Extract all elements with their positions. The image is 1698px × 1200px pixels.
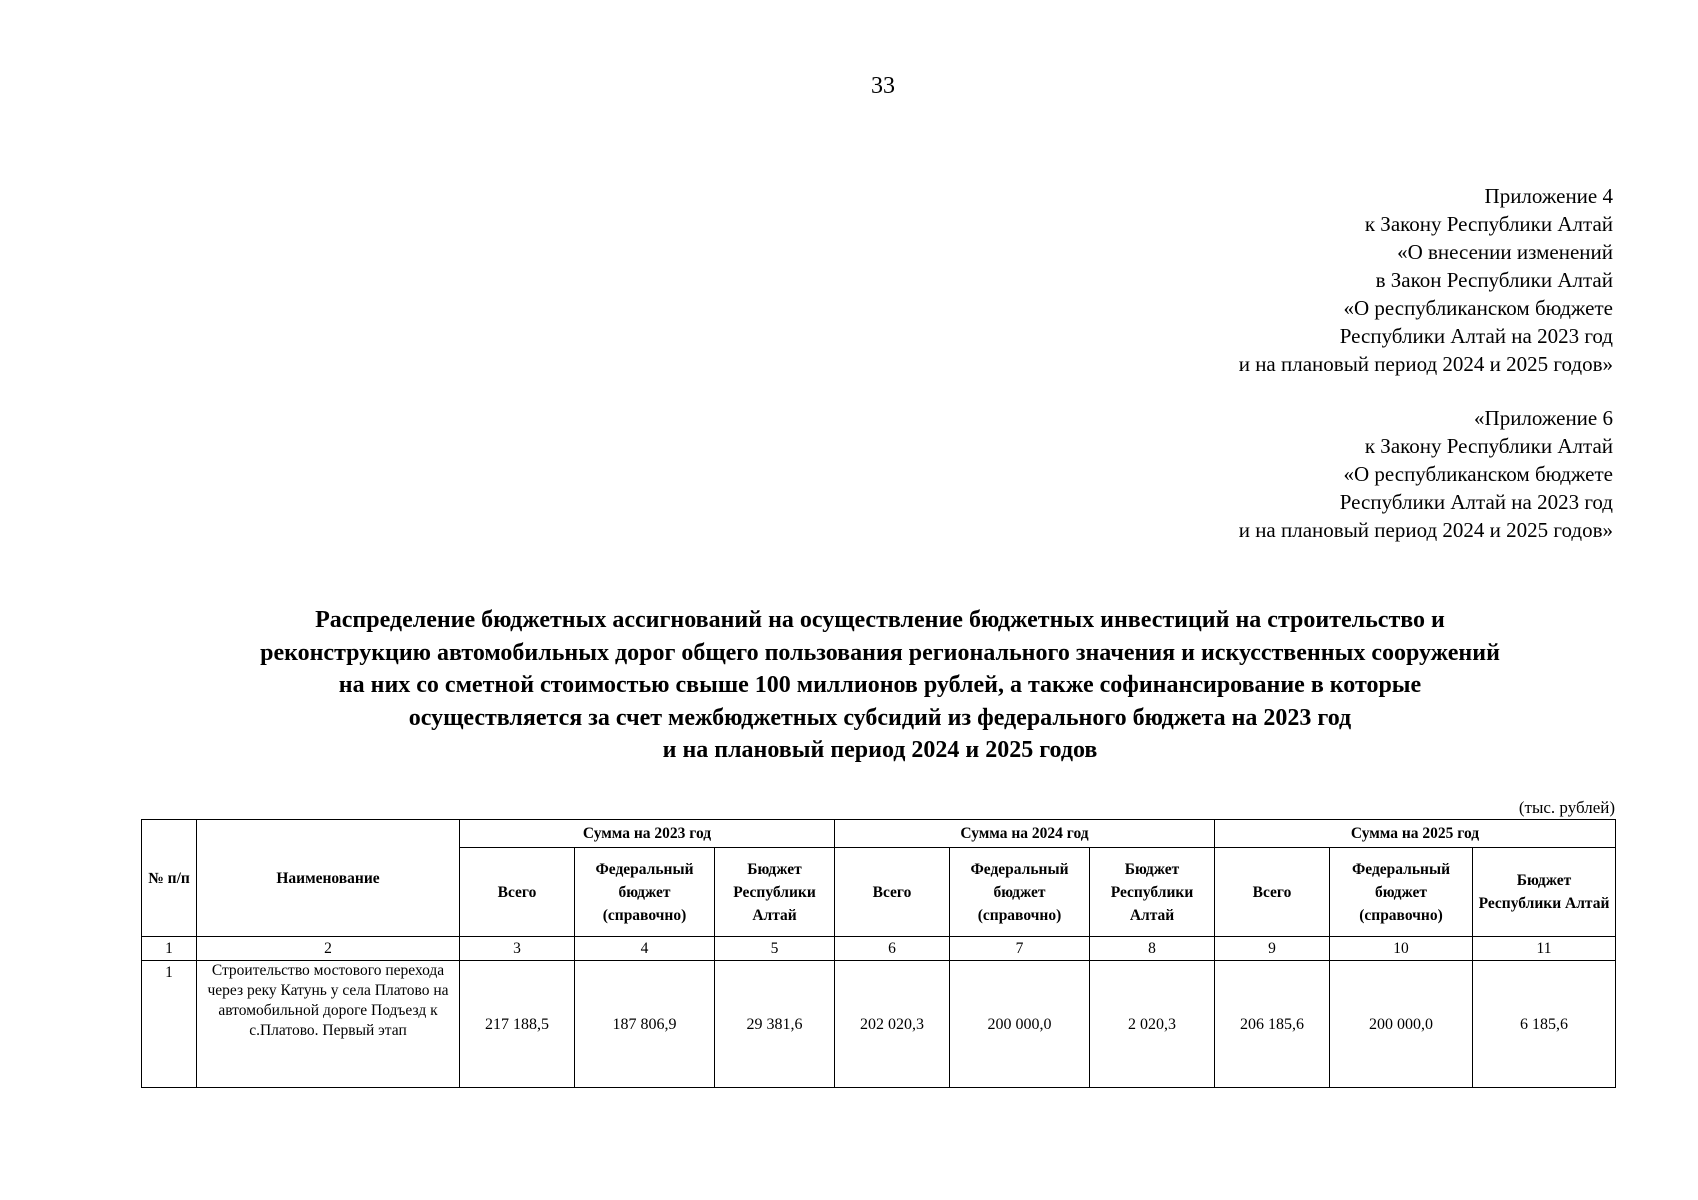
annex-header-4	[1239, 182, 1613, 378]
annex-line: и на плановый период 2024 и 2025 годов»	[1238, 352, 1613, 376]
header-group-2025: Сумма на 2025 год	[1215, 820, 1616, 848]
annex-header-6	[1239, 404, 1613, 544]
header-index: № п/п	[142, 820, 197, 937]
annex-line: Республики Алтай на 2023 год	[1339, 324, 1613, 348]
header-total-2025: Всего	[1215, 848, 1330, 937]
header-total-2024: Всего	[835, 848, 950, 937]
header-federal-2025: Федеральный бюджет (справочно)	[1330, 848, 1473, 937]
cell-republic-2024: 2 020,3	[1090, 961, 1215, 1088]
table-row	[142, 961, 1616, 1088]
row-name: Строительство мостового перехода через реку Катунь у села Платово на автомобильной дороге Подъезд к с.Платово. Первый этап	[197, 961, 460, 1088]
annex-line: «Приложение 6	[1474, 406, 1613, 430]
cell-total-2025: 206 185,6	[1215, 961, 1330, 1088]
document-title	[140, 604, 1620, 767]
cell-federal-2024: 200 000,0	[950, 961, 1090, 1088]
annex-line: Приложение 4	[1484, 184, 1613, 208]
units-note: (тыс. рублей)	[1518, 798, 1615, 817]
annex-line: и на плановый период 2024 и 2025 годов»	[1238, 518, 1613, 542]
annex-line: к Закону Республики Алтай	[1364, 434, 1613, 458]
annex-line: к Закону Республики Алтай	[1364, 212, 1613, 236]
annex-line: в Закон Республики Алтай	[1375, 268, 1613, 292]
cell-total-2023: 217 188,5	[460, 961, 575, 1088]
annex-line: «О внесении изменений	[1397, 240, 1613, 264]
column-number: 11	[1473, 937, 1616, 961]
column-number: 6	[835, 937, 950, 961]
header-name: Наименование	[197, 820, 460, 937]
column-number: 10	[1330, 937, 1473, 961]
cell-total-2024: 202 020,3	[835, 961, 950, 1088]
title-line: осуществляется за счет межбюджетных субсидий из федерального бюджета на 2023 год	[408, 704, 1352, 731]
cell-federal-2023: 187 806,9	[575, 961, 715, 1088]
column-number: 3	[460, 937, 575, 961]
page-number: 33	[871, 73, 895, 99]
column-number: 4	[575, 937, 715, 961]
column-number: 1	[142, 937, 197, 961]
cell-federal-2025: 200 000,0	[1330, 961, 1473, 1088]
title-line: и на плановый период 2024 и 2025 годов	[662, 737, 1098, 763]
cell-republic-2025: 6 185,6	[1473, 961, 1616, 1088]
column-number: 9	[1215, 937, 1330, 961]
header-republic-2023: Бюджет Республики Алтай	[715, 848, 835, 937]
header-total-2023: Всего	[460, 848, 575, 937]
column-number: 8	[1090, 937, 1215, 961]
header-republic-2025: Бюджет Республики Алтай	[1473, 848, 1616, 937]
title-line: реконструкцию автомобильных дорог общего пользования регионального значения и искусственных сооружений	[260, 639, 1500, 666]
annex-line: «О республиканском бюджете	[1343, 462, 1613, 486]
annex-line: Республики Алтай на 2023 год	[1339, 490, 1613, 514]
header-group-2023: Сумма на 2023 год	[460, 820, 835, 848]
title-line: Распределение бюджетных ассигнований на осуществление бюджетных инвестиций на строительство и	[315, 607, 1445, 633]
header-group-2024: Сумма на 2024 год	[835, 820, 1215, 848]
header-row-groups	[142, 820, 1616, 848]
column-number-row	[142, 937, 1616, 961]
header-federal-2023: Федеральный бюджет (справочно)	[575, 848, 715, 937]
title-line: на них со сметной стоимостью свыше 100 миллионов рублей, а также софинансирование в которые	[338, 672, 1422, 698]
header-federal-2024: Федеральный бюджет (справочно)	[950, 848, 1090, 937]
column-number: 5	[715, 937, 835, 961]
cell-republic-2023: 29 381,6	[715, 961, 835, 1088]
column-number: 2	[197, 937, 460, 961]
budget-table	[141, 819, 1616, 1088]
header-republic-2024: Бюджет Республики Алтай	[1090, 848, 1215, 937]
annex-line: «О республиканском бюджете	[1343, 296, 1613, 320]
column-number: 7	[950, 937, 1090, 961]
row-index: 1	[142, 961, 197, 1088]
